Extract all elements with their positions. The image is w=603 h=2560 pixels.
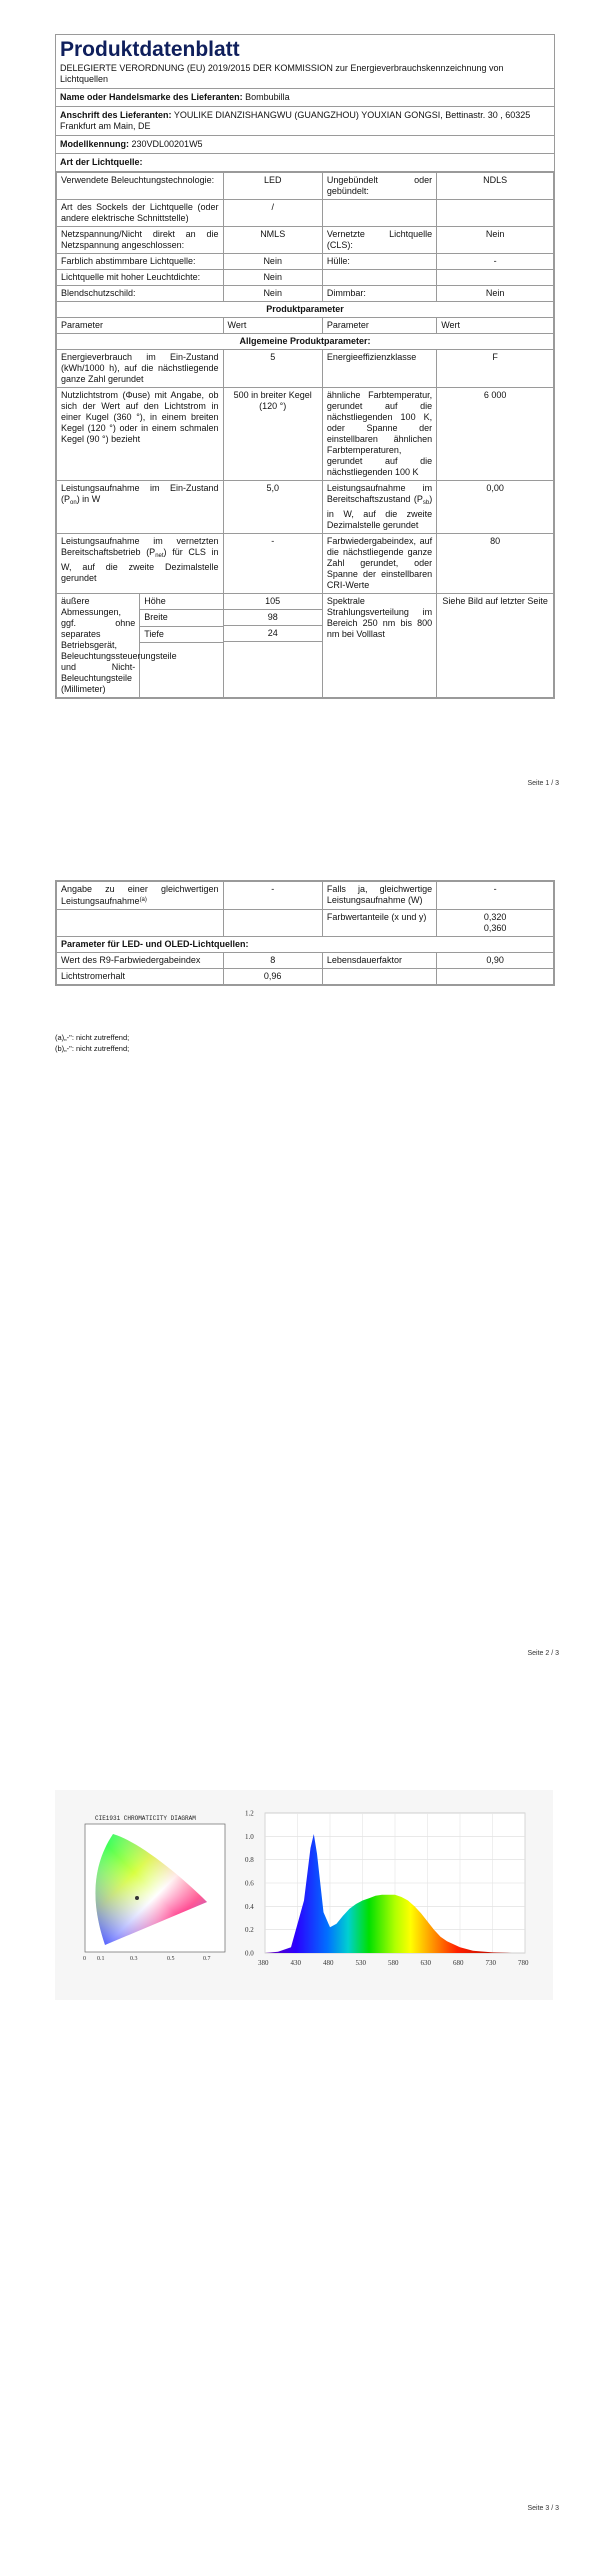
regulation-subtitle: DELEGIERTE VERORDNUNG (EU) 2019/2015 DER KOMMISSION zur Energieverbrauchskennzeichnung von Lichtquellen <box>60 63 504 84</box>
supplier-name: Bombubilla <box>245 92 290 102</box>
dim-name: Tiefe <box>140 626 223 642</box>
param-row-chroma <box>57 910 554 937</box>
cct-value: 6 000 <box>437 388 554 481</box>
maint-value: 0,96 <box>223 969 322 985</box>
page-2 <box>0 880 603 1680</box>
parameters-table <box>56 172 554 698</box>
model-label: Modellkennung: <box>60 139 129 149</box>
dim-value: 24 <box>224 626 322 642</box>
empty-cell <box>223 910 322 937</box>
type-label: Farblich abstimmbare Lichtquelle: <box>57 254 224 270</box>
type-row <box>57 227 554 254</box>
param-row-r9 <box>57 953 554 969</box>
led-header-row <box>57 937 554 953</box>
spd-x-tick: 480 <box>323 1959 334 1967</box>
model-row <box>56 136 554 154</box>
type-label: Netzspannung/Nicht direkt an die Netzspannung angeschlossen: <box>57 227 224 254</box>
spd-x-tick: 680 <box>453 1959 464 1967</box>
eec-label: Energieeffizienzklasse <box>322 350 436 388</box>
model-id: 230VDL00201W5 <box>131 139 203 149</box>
spd-chart <box>235 1805 535 1975</box>
type-value <box>437 270 554 286</box>
cct-label: ähnliche Farbtemperatur, gerundet auf die nächstliegenden 100 K, oder Spanne der einstellbaren ähnlichen Farbtemperaturen, gerundet auf die nächstliegenden 100 K <box>322 388 436 481</box>
footnote-b: (b)„-": nicht zutreffend; <box>55 1044 130 1053</box>
cie-x-ticks <box>83 1956 211 1962</box>
psb-label: Leistungsaufnahme im Bereitschaftszustand $(P_{sb})$ in W, auf die zweite Dezimalstelle gerundet <box>322 481 436 534</box>
param-row-equiv <box>57 882 554 910</box>
dim-value: 98 <box>224 610 322 626</box>
param-row-dims <box>57 594 554 698</box>
type-label: Verwendete Beleuchtungstechnologie: <box>57 173 224 200</box>
type-label <box>322 200 436 227</box>
chroma-y: 0,360 <box>483 923 507 933</box>
param-row-energy <box>57 350 554 388</box>
supplier-name-row <box>56 89 554 107</box>
type-row <box>57 286 554 302</box>
cie-x-tick: 0.1 <box>97 1956 105 1962</box>
equiv-value: - <box>223 882 322 910</box>
type-label: Dimmbar: <box>322 286 436 302</box>
maint-label: Lichtstromerhalt <box>57 969 224 985</box>
datasheet-table-page-2 <box>55 880 555 986</box>
r9-label: Wert des R9-Farbwiedergabeindex <box>57 953 224 969</box>
flux-value: 500 in breiter Kegel (120 °) <box>223 388 322 481</box>
spd-x-tick: 780 <box>518 1959 529 1967</box>
type-label: Vernetzte Lichtquelle (CLS): <box>322 227 436 254</box>
type-label <box>322 270 436 286</box>
flux-label: Nutzlichtstrom (Φuse) mit Angabe, ob sich der Wert auf den Lichtstrom in einer Kugel (360 °), in einem breiten Kegel (120 °) oder in einem schmalen Kegel (90 °) bezieht <box>57 388 224 481</box>
light-source-type-label: Art der Lichtquelle: <box>60 157 143 167</box>
spd-x-tick: 580 <box>388 1959 399 1967</box>
spd-y-tick: 0.0 <box>245 1949 254 1958</box>
type-value: - <box>437 254 554 270</box>
light-source-type-row <box>56 154 554 172</box>
spd-y-tick: 1.0 <box>245 1832 254 1841</box>
type-label: Blendschutzschild: <box>57 286 224 302</box>
cie-x-tick: 0.7 <box>203 1956 211 1962</box>
type-value: NDLS <box>437 173 554 200</box>
dims-cell <box>57 594 224 698</box>
type-label: Ungebündelt oder gebündelt: <box>322 173 436 200</box>
footnotes <box>55 1032 129 1054</box>
spectral-label: Spektrale Strahlungsverteilung im Bereich 250 nm bis 800 nm bei Volllast <box>322 594 436 698</box>
empty-cell <box>322 969 436 985</box>
r9-value: 8 <box>223 953 322 969</box>
led-params-header: Parameter für LED- und OLED-Lichtquellen: <box>57 937 554 953</box>
column-header-parameter: Parameter <box>322 318 436 334</box>
cie-x-tick: 0 <box>83 1956 86 1962</box>
empty-cell <box>437 969 554 985</box>
column-header-parameter: Parameter <box>57 318 224 334</box>
cie-x-tick: 0.5 <box>167 1956 175 1962</box>
type-row <box>57 173 554 200</box>
energy-value: 5 <box>223 350 322 388</box>
spectral-value: Siehe Bild auf letzter Seite <box>437 594 554 698</box>
param-row-net <box>57 534 554 594</box>
product-params-header: Produktparameter <box>57 302 554 318</box>
spd-y-tick: 0.6 <box>245 1879 254 1888</box>
parameters-table-continued <box>56 881 554 985</box>
spd-y-tick: 1.2 <box>245 1809 254 1818</box>
lifetime-label: Lebensdauerfaktor <box>322 953 436 969</box>
type-label: Hülle: <box>322 254 436 270</box>
energy-label: Energieverbrauch im Ein-Zustand (kWh/1000 h), auf die nächstliegende ganze Zahl gerundet <box>57 350 224 388</box>
column-header-value: Wert <box>223 318 322 334</box>
dim-value: 105 <box>224 594 322 610</box>
eec-value: F <box>437 350 554 388</box>
column-header-row <box>57 318 554 334</box>
spd-x-tick: 630 <box>420 1959 431 1967</box>
type-value: NMLS <box>223 227 322 254</box>
param-row-power <box>57 481 554 534</box>
param-row-flux <box>57 388 554 481</box>
datasheet-table-page-1 <box>55 34 555 699</box>
general-params-header: Allgemeine Produktparameter: <box>57 334 554 350</box>
equiv-yes-label: Falls ja, gleichwertige Leistungsaufnahme (W) <box>322 882 436 910</box>
supplier-address: YOULIKE DIANZISHANGWU (GUANGZHOU) YOUXIAN GONGSI, Bettinastr. 30 , 60325 Frankfurt am Main, DE <box>60 110 531 131</box>
supplier-address-row <box>56 107 554 136</box>
dims-table <box>57 594 223 697</box>
type-value: Nein <box>223 286 322 302</box>
cie-point <box>135 1896 139 1900</box>
page-3 <box>0 1730 603 2560</box>
psb-value: 0,00 <box>437 481 554 534</box>
cie-title: CIE1931 CHROMATICITY DIAGRAM <box>95 1815 196 1822</box>
type-label: Lichtquelle mit hoher Leuchtdichte: <box>57 270 224 286</box>
dim-name: Höhe <box>140 594 223 610</box>
type-value: Nein <box>437 227 554 254</box>
pon-value: 5,0 <box>223 481 322 534</box>
cie-x-tick: 0.3 <box>130 1956 138 1962</box>
page-footer-2: Seite 2 / 3 <box>527 1650 559 1657</box>
cri-label: Farbwiedergabeindex, auf die nächstliegende ganze Zahl gerundet, oder Spanne der einstellbaren CRI-Werte <box>322 534 436 594</box>
type-label: Art des Sockels der Lichtquelle (oder andere elektrische Schnittstelle) <box>57 200 224 227</box>
chroma-x: 0,320 <box>483 912 507 922</box>
spd-y-tick: 0.8 <box>245 1856 254 1865</box>
empty-cell <box>57 910 224 937</box>
page-1 <box>0 0 603 830</box>
lifetime-value: 0,90 <box>437 953 554 969</box>
type-value: Nein <box>437 286 554 302</box>
supplier-name-label: Name oder Handelsmarke des Lieferanten: <box>60 92 243 102</box>
spd-x-ticks <box>258 1959 529 1967</box>
cie-diagram <box>75 1810 235 1970</box>
type-value <box>437 200 554 227</box>
type-value: LED <box>223 173 322 200</box>
pon-label: Leistungsaufnahme im Ein-Zustand $(P_{on})$ in W <box>57 481 224 534</box>
pnet-label: Leistungsaufnahme im vernetzten Bereitschaftsbetrieb $(P_{net})$ für CLS in W, auf die zweite Dezimalstelle gerundet <box>57 534 224 594</box>
spd-y-tick: 0.2 <box>245 1926 254 1935</box>
param-row-maintenance <box>57 969 554 985</box>
general-params-header-row <box>57 334 554 350</box>
equiv-yes-value: - <box>437 882 554 910</box>
pnet-value: - <box>223 534 322 594</box>
footnote-a: (a)„-": nicht zutreffend; <box>55 1033 130 1042</box>
type-row <box>57 200 554 227</box>
spectrum-figure <box>55 1790 553 2000</box>
cri-value: 80 <box>437 534 554 594</box>
spd-y-ticks <box>245 1810 254 1958</box>
type-value: Nein <box>223 254 322 270</box>
dim-name: Breite <box>140 610 223 626</box>
chroma-values <box>437 910 554 937</box>
type-row <box>57 270 554 286</box>
type-value: / <box>223 200 322 227</box>
equiv-label: Angabe zu einer gleichwertigen Leistungsaufnahme$^{(a)}$ <box>57 882 224 910</box>
spd-x-tick: 380 <box>258 1959 269 1967</box>
spd-y-tick: 0.4 <box>245 1902 254 1911</box>
dims-label: äußere Abmessungen, ggf. ohne separates Betriebsgerät, Beleuchtungssteuerungsteile und Nicht-Beleuchtungsteile (Millimeter) <box>57 594 140 697</box>
title-block <box>56 35 554 89</box>
spd-x-tick: 530 <box>355 1959 366 1967</box>
page-footer-3: Seite 3 / 3 <box>527 2505 559 2512</box>
type-value: Nein <box>223 270 322 286</box>
spd-x-tick: 730 <box>485 1959 496 1967</box>
product-params-header-row <box>57 302 554 318</box>
page-footer-1: Seite 1 / 3 <box>527 780 559 787</box>
supplier-address-label: Anschrift des Lieferanten: <box>60 110 172 120</box>
dims-values-cell <box>223 594 322 698</box>
column-header-value: Wert <box>437 318 554 334</box>
type-row <box>57 254 554 270</box>
spd-x-tick: 430 <box>290 1959 301 1967</box>
chroma-label: Farbwertanteile (x und y) <box>322 910 436 937</box>
page-title: Produktdatenblatt <box>60 38 240 61</box>
